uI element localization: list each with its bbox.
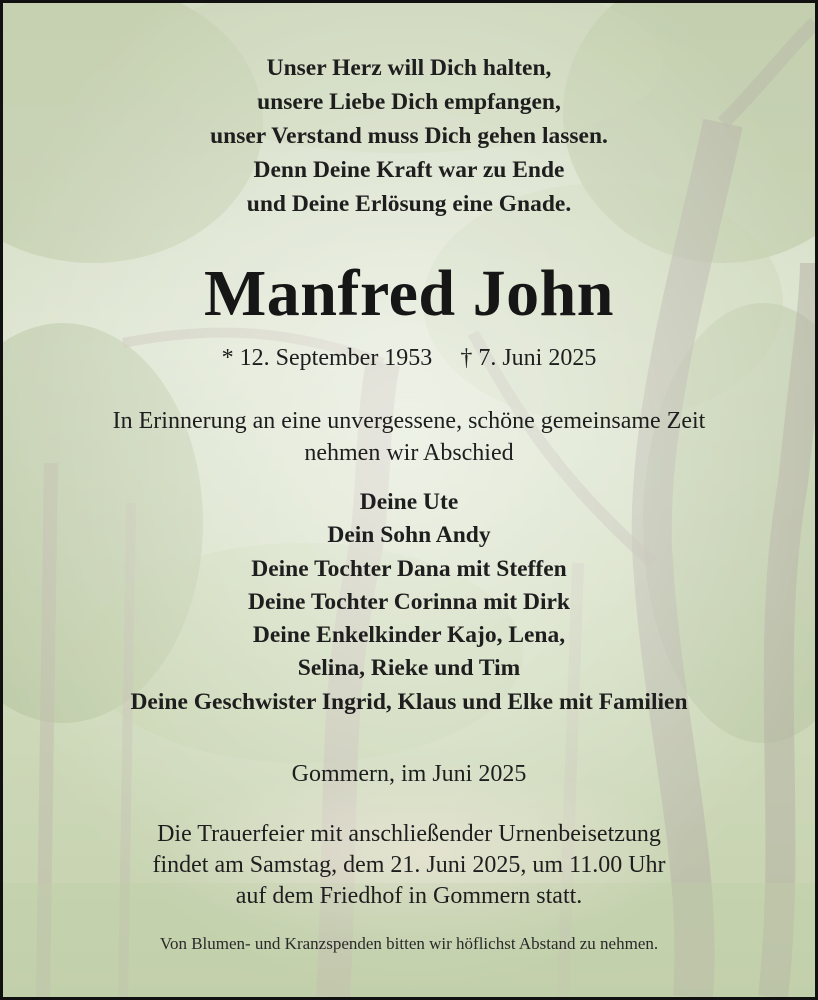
poem-line: Unser Herz will Dich halten, [266,55,552,81]
ceremony-info [3,819,815,912]
mourner-line: Deine Enkelkinder Kajo, Lena, [252,622,566,649]
place-date: Gommern, im Juni 2025 [291,761,527,787]
death-date: † 7. Juni 2025 [460,345,597,371]
poem-line: unser Verstand muss Dich gehen lassen. [210,123,608,149]
mourner-line: Deine Tochter Dana mit Steffen [251,555,567,582]
ceremony-line: findet am Samstag, dem 21. Juni 2025, um 11.00 Uhr [152,852,666,878]
poem-line: Denn Deine Kraft war zu Ende [253,157,565,183]
mourners-list [3,486,815,719]
life-dates [3,343,815,373]
obituary-content [3,3,815,997]
poem-line: unsere Liebe Dich empfangen, [257,89,561,115]
mourner-line: Selina, Rieke und Tim [297,655,521,682]
memory-line: In Erinnerung an eine unvergessene, schöne gemeinsame Zeit [112,408,706,434]
mourner-line: Deine Geschwister Ingrid, Klaus und Elke mit Familien [130,688,688,715]
memory-line: nehmen wir Abschied [304,440,514,466]
poem-line: und Deine Erlösung eine Gnade. [246,191,572,217]
mourner-line: Deine Tochter Corinna mit Dirk [247,588,571,615]
memory-text [3,405,815,469]
birth-date: * 12. September 1953 [221,345,433,371]
mourner-line: Deine Ute [359,489,459,515]
ceremony-line: Die Trauerfeier mit anschließender Urnenbeisetzung [157,821,661,847]
poem-block [3,51,815,221]
flower-note: Von Blumen- und Kranzspenden bitten wir höflichst Abstand zu nehmen. [159,934,659,953]
deceased-name: Manfred John [204,257,614,330]
ceremony-line: auf dem Friedhof in Gommern statt. [235,883,583,909]
mourner-line: Dein Sohn Andy [327,522,491,549]
